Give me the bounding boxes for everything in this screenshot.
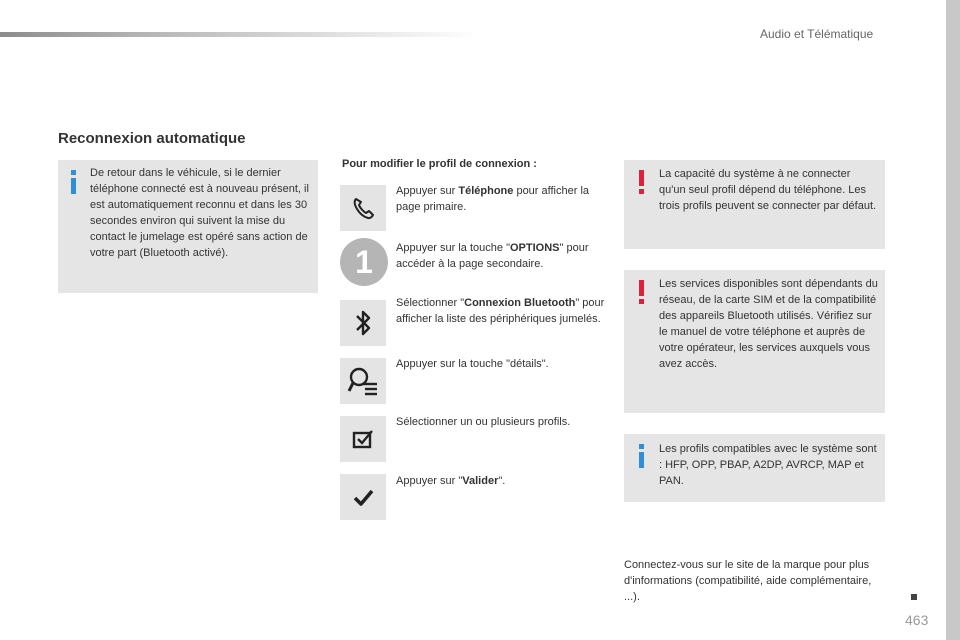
step-4-text: Appuyer sur la touche "détails".	[396, 358, 549, 370]
step-5-text: Sélectionner un ou plusieurs profils.	[396, 416, 571, 428]
phone-icon	[348, 193, 378, 223]
step-1-text: Appuyer sur Téléphone pour afficher la page primaire.	[396, 185, 590, 213]
warning-icon	[639, 170, 644, 194]
step-2-text: Appuyer sur la touche "OPTIONS" pour accéder à la page secondaire.	[396, 242, 589, 270]
page-edge-strip	[946, 0, 960, 640]
warning-box-2-text: Les services disponibles sont dépendants du réseau, de la carte SIM et de la compatibilité des appareils Bluetooth utilisés. Vérifiez sur le manuel de votre téléphone et auprès de votre opérateur, les services auxquels vous avez accès.	[659, 278, 878, 370]
step-6-text: Appuyer sur "Valider".	[396, 475, 506, 487]
chapter-title: Audio et Télématique	[760, 27, 874, 41]
info-icon	[71, 170, 76, 194]
info-icon	[639, 444, 644, 468]
step-checkbox-tile	[340, 416, 386, 462]
info-box-left	[58, 160, 318, 293]
details-icon	[346, 364, 380, 398]
bluetooth-icon	[349, 307, 377, 339]
warning-icon	[639, 280, 644, 304]
footer-note: Connectez-vous sur le site de la marque pour plus d'informations (compatibilité, aide complémentaire, ...).	[624, 559, 872, 603]
header-gradient-bar	[0, 32, 480, 37]
info-box-right	[624, 434, 885, 502]
info-box-left-text: De retour dans le véhicule, si le dernier téléphone connecté est à nouveau présent, il est automatiquement reconnu et dans les 30 secondes environ qui suivent la mise du contact le jumelage est opéré sans action de votre part (Bluetooth activé).	[90, 167, 309, 259]
step-phone-tile	[340, 185, 386, 231]
warning-box-1-text: La capacité du système à ne connecter qu'un seul profil dépend du téléphone. Les trois profils peuvent se connecter par défaut.	[659, 168, 877, 212]
warning-box-1	[624, 160, 885, 249]
step-validate-tile	[340, 474, 386, 520]
page-marker	[911, 594, 917, 600]
procedure-heading: Pour modifier le profil de connexion :	[342, 158, 537, 170]
warning-box-2	[624, 270, 885, 413]
step-number-badge: 1	[340, 238, 388, 286]
step-3-text: Sélectionner "Connexion Bluetooth" pour afficher la liste des périphériques jumelés.	[396, 297, 605, 325]
step-bluetooth-tile	[340, 300, 386, 346]
page-number: 463	[905, 612, 929, 628]
step-details-tile	[340, 358, 386, 404]
checkmark-icon	[351, 485, 375, 509]
section-title: Reconnexion automatique	[58, 130, 246, 147]
checkbox-icon	[350, 426, 376, 452]
info-box-right-text: Les profils compatibles avec le système sont : HFP, OPP, PBAP, A2DP, AVRCP, MAP et PAN.	[659, 443, 877, 487]
